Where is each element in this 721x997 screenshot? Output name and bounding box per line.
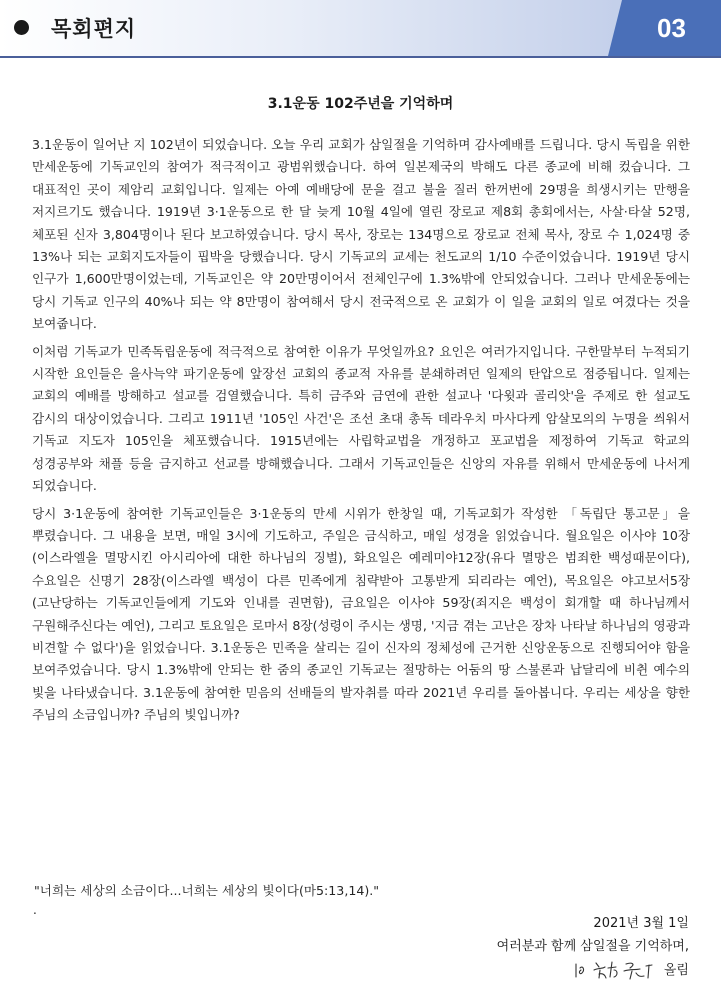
bullet-icon [14, 20, 29, 35]
closing-text: 올림 [663, 962, 689, 978]
article-title: 3.1운동 102주년을 기억하며 [267, 96, 454, 112]
paragraph: 3.1운동이 일어난 지 102년이 되었습니다. 오늘 우리 교회가 삼일절을 기억하며 감사예배를 드립니다. 당시 독립을 위한 만세운동에 기독교인의 참여가 적극적이고 광범위했습니다. 하여 일본제국의 박해도 다른 종교에 비해 컸습니다. 그 대표적인 곳이 제암리 교회입니다. 일제는 아예 예배당에 문을 걸고 불을 질러 한꺼번에 29명을 희생시키는 만행을 저지르기도 했습니다. 1919년 3·1운동으로 한 달 늦게 10월 4일에 열린 장로교 제8회 총회에서는, 사살·타살 52명, 체포된 신자 3,804명이나 된다 보고하였습니다. 당시 목사, 장로는 134명으로 장로교 전체 목사, 장로 수 1,024명 중 13%나 되는 교회지도자들이 핍박을 당했습니다. 당시 기독교의 교세는 천도교의 1/10 수준이었습니다. 1919년 당시 인구가 1,600만명이었는데, 기독교인은 약 20만명이어서 전체인구에 1.3%밖에 안되었습니다. 그러나 만세운동에는 당시 기독교 인구의 40%나 되는 약 8만명이 참여해서 당시 전국적으로 온 교회가 이 일을 교회의 일로 여겼다는 것을 보여줍니다. [32, 137, 690, 332]
scripture-quote: "너희는 세상의 소금이다...너희는 세상의 빛이다(마5:13,14)." [34, 883, 380, 898]
signoff-line: 여러분과 함께 삼일절을 기억하며, [496, 939, 689, 954]
letter-date: 2021년 3월 1일 [593, 916, 689, 931]
paragraph: 이처럼 기독교가 민족독립운동에 적극적으로 참여한 이유가 무엇일까요? 요인은 여러가지입니다. 구한말부터 누적되기 시작한 요인들은 을사늑약 파기운동에 앞장선 교회의 종교적 자유를 분쇄하려던 일제의 탄압으로 점증됩니다. 일제는 교회의 예배를 방해하고 설교를 검열했습니다. 특히 금주와 금연에 관한 설교나 '다윗과 골리앗'을 주제로 한 설교도 감시의 대상이었습니다. 그리고 1911년 '105인 사건'은 조선 초대 총독 데라우치 마사다케 암살모의의 누명을 씌워서 기독교 지도자 105인을 체포했습니다. 1915년에는 사립학교법을 개정하고 포교법을 제정하여 기독교 학교의 성경공부와 채플 등을 금지하고 선교를 방해했습니다. 그래서 기독교인들은 신앙의 자유를 위해서 만세운동에 나서게 되었습니다. [32, 343, 690, 494]
section-title: 목회편지 [51, 17, 137, 41]
page-number: 03 [657, 13, 686, 43]
article-body [32, 134, 690, 732]
stray-mark: . [33, 903, 37, 917]
paragraph: 당시 3·1운동에 참여한 기독교인들은 3·1운동의 만세 시위가 한창일 때, 기독교회가 작성한 「독립단 통고문」을 뿌렸습니다. 그 내용을 보면, 매일 3시에 기도하고, 주일은 금식하고, 매일 성경을 읽었습니다. 월요일은 이사야 10장(이스라엘을 멸망시킨 아시리아에 대한 하나님의 징벌), 화요일은 예레미야12장(유다 멸망은 범죄한 백성때문이다), 수요일은 신명기 28장(이스라엘 백성이 다른 민족에게 침략받아 고통받게 되리라는 예언), 목요일은 야고보서5장(고난당하는 기독교인들에게 기도와 인내를 권면함), 금요일은 이사야 59장(죄지은 백성이 회개할 때 하나님께서 구원해주신다는 예언), 그리고 토요일은 로마서 8장(성령이 주시는 생명, '지금 겪는 고난은 장차 나타날 하나님의 영광과 비견할 수 없다')을 읽었습니다. 3.1운동은 민족을 살리는 길이 신자의 정체성에 근거한 신앙운동으로 진행되어야 함을 보여주었습니다. 당시 1.3%밖에 안되는 한 줌의 종교인 기독교는 절망하는 어둠의 땅 스불론과 납달리에 비췬 예수의 빛을 나타냈습니다. 3.1운동에 참여한 믿음의 선배들의 발자취를 따라 2021년 우리를 돌아봅니다. 우리는 세상을 향한 주님의 소금입니까? 주님의 빛입니까? [32, 505, 690, 723]
handwritten-signature [572, 958, 658, 982]
page-header [0, 0, 721, 58]
signoff [497, 912, 689, 982]
signature-line [497, 958, 689, 982]
